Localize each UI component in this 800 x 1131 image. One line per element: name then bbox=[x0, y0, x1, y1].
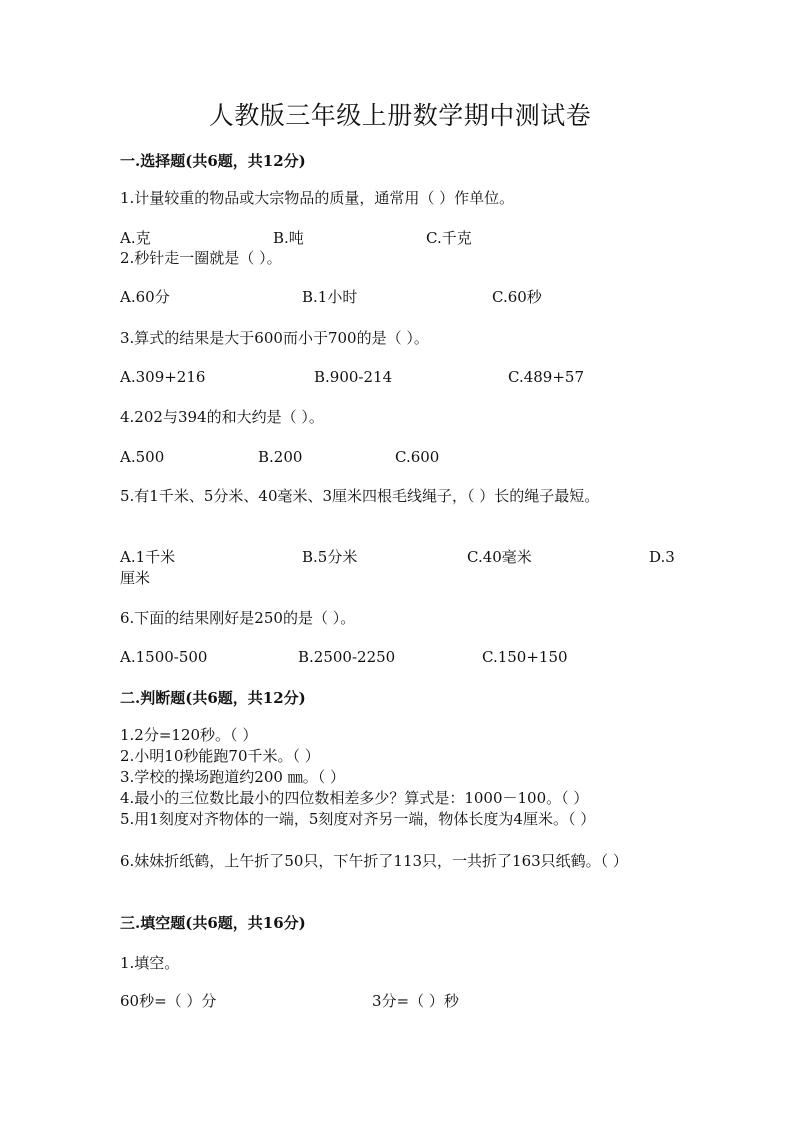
option-d-wrap: 厘米 bbox=[120, 569, 151, 587]
judge-item-3: 3.学校的操场跑道约200 ㎜。（ ） bbox=[120, 768, 345, 786]
options-q5 bbox=[120, 547, 680, 568]
option-c[interactable]: C.60秒 bbox=[492, 288, 542, 306]
options-q6 bbox=[120, 647, 680, 668]
judge-item-5: 5.用1刻度对齐物体的一端，5刻度对齐另一端，物体长度为4厘米。（ ） bbox=[120, 810, 596, 828]
exam-title: 人教版三年级上册数学期中测试卷 bbox=[208, 101, 592, 130]
option-c[interactable]: C.150+150 bbox=[482, 648, 568, 666]
options-q4 bbox=[120, 447, 680, 468]
option-b[interactable]: B.吨 bbox=[273, 229, 304, 247]
options-q1 bbox=[120, 228, 680, 249]
question-5: 5.有1千米、5分米、40毫米、3厘米四根毛线绳子，（ ）长的绳子最短。 bbox=[120, 487, 600, 505]
question-3: 3.算式的结果是大于600而小于700的是（ ）。 bbox=[120, 329, 429, 347]
option-c[interactable]: C.40毫米 bbox=[467, 548, 532, 566]
options-q3 bbox=[120, 367, 680, 388]
judge-item-1: 1.2分=120秒。（ ） bbox=[120, 726, 258, 744]
option-a[interactable]: A.1500-500 bbox=[120, 648, 208, 666]
fill-item-1: 1.填空。 bbox=[120, 954, 180, 972]
option-c[interactable]: C.千克 bbox=[426, 229, 472, 247]
options-q2 bbox=[120, 287, 680, 308]
option-b[interactable]: B.5分米 bbox=[302, 548, 358, 566]
section-heading-judge: 二.判断题(共6题，共12分) bbox=[120, 689, 306, 707]
section-heading-fill: 三.填空题(共6题，共16分) bbox=[120, 914, 306, 932]
question-2: 2.秒针走一圈就是（ ）。 bbox=[120, 249, 282, 267]
section-heading-choice: 一.选择题(共6题，共12分) bbox=[120, 152, 306, 170]
option-b[interactable]: B.200 bbox=[258, 448, 303, 466]
question-6: 6.下面的结果刚好是250的是（ ）。 bbox=[120, 609, 356, 627]
option-a[interactable]: A.克 bbox=[120, 229, 151, 247]
judge-item-6: 6.妹妹折纸鹤，上午折了50只，下午折了113只，一共折了163只纸鹤。（ ） bbox=[120, 852, 628, 870]
option-b[interactable]: B.2500-2250 bbox=[298, 648, 396, 666]
fill-row bbox=[120, 991, 680, 1012]
fill-blank-2[interactable]: 3分=（ ）秒 bbox=[372, 992, 459, 1010]
option-a[interactable]: A.309+216 bbox=[120, 368, 206, 386]
option-a[interactable]: A.500 bbox=[120, 448, 165, 466]
option-c[interactable]: C.489+57 bbox=[508, 368, 584, 386]
option-a[interactable]: A.1千米 bbox=[120, 548, 176, 566]
option-d[interactable]: D.3 bbox=[649, 548, 675, 566]
option-c[interactable]: C.600 bbox=[395, 448, 440, 466]
question-1: 1.计量较重的物品或大宗物品的质量，通常用（ ）作单位。 bbox=[120, 189, 515, 207]
question-4: 4.202与394的和大约是（ ）。 bbox=[120, 408, 324, 426]
judge-item-2: 2.小明10秒能跑70千米。（ ） bbox=[120, 747, 320, 765]
option-a[interactable]: A.60分 bbox=[120, 288, 170, 306]
fill-blank-1[interactable]: 60秒=（ ）分 bbox=[120, 992, 217, 1010]
option-b[interactable]: B.1小时 bbox=[302, 288, 358, 306]
option-b[interactable]: B.900-214 bbox=[314, 368, 393, 386]
judge-item-4: 4.最小的三位数比最小的四位数相差多少？算式是：1000－100。（ ） bbox=[120, 789, 589, 807]
